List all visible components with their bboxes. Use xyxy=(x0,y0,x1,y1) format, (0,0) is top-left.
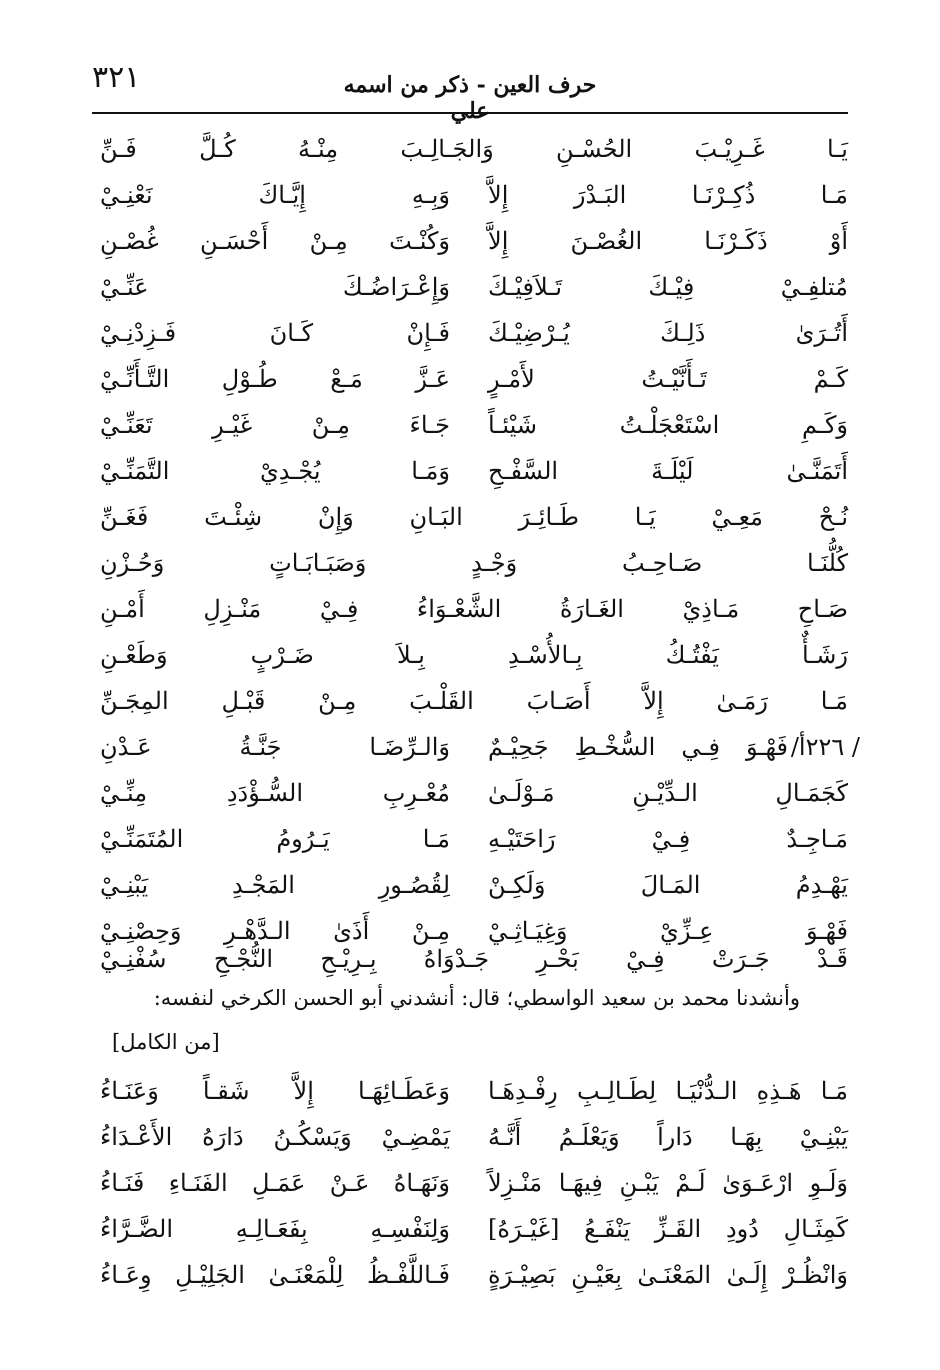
meter-label: [من الكامل] xyxy=(112,1030,220,1054)
verse-second-hemistich: وَالـرِّضَـا جَنَّـةُ عَـدْنِ xyxy=(100,733,450,761)
poem-line: كُلُّنَـا صَـاحِـبُ وَجْـدٍ وَصَبَـابَـاتٍ وَحُـزْنِ xyxy=(100,549,848,577)
header-rule xyxy=(92,112,848,114)
page-number: ٣٢١ xyxy=(92,60,141,95)
attribution-text: وأنشدنا محمد بن سعيد الواسطي؛ قال: أنشدني أبو الحسن الكرخي لنفسه: xyxy=(153,986,800,1010)
verse-first-hemistich: كَجَمَـالِ الـدِّيْـنِ مَـوْلَـىٰ xyxy=(488,779,848,807)
poem-line: قَـدْ جَـرَتْ فِـيْ بَحْـرِ جَـدْوَاهُ بِـرِيْـحِ النُّجْـحِ سُفْنِـيْ xyxy=(100,945,848,973)
poem-line: صَـاحِ مَـاذِيْ الغَـارَةُ الشَّعْـوَاءُ فِـيْ مَنْـزِلِ أَمْـنِ xyxy=(100,595,848,623)
verse-second-hemistich: وَعَطَـائِهَـا إِلاَّ شَقـاً وَعَنَـاءُ xyxy=(100,1077,450,1105)
verse-first-hemistich: كَمِثَـالِ دُودِ القَـزِّ يَنْفَـعُ [غَيْـرَهُ] xyxy=(488,1215,848,1243)
verse-first-hemistich: وَانْظُـرْ إِلَـىٰ المَعْنَـىٰ بِعَيْـنِ بَصِيْـرَةٍ xyxy=(488,1261,848,1289)
verse-second-hemistich: وَلِنَفْسِـهِ بِفَعَـالِـهِ الضَّـرَّاءُ xyxy=(100,1215,450,1243)
verse-first-hemistich: يَهْـدِمُ المَـالَ وَلَكِـنْ xyxy=(488,871,848,899)
verse-second-hemistich: وَنَهَـاهُ عَـنْ عَمَـلِ الفَنَـاءِ فَنَـاءُ xyxy=(100,1169,450,1197)
running-title: حرف العين - ذكر من اسمه علي xyxy=(343,72,597,124)
verse-first-hemistich: مُتلفِـيْ فِيْـكَ تَـلاَفِيْـكَ xyxy=(488,273,848,301)
verse-first-hemistich: يَبْنِـيْ بِهَـا دَاراً وَيَعْلَـمُ أَنَّـهُ xyxy=(488,1123,848,1151)
verse-first-hemistich: فَهْـوَ عِـزِّيْ وَغِيَـاثِـيْ xyxy=(488,917,848,945)
verse-first-hemistich: مَـا ذُكِـرْنَـا البَـدْرَ إِلاَّ xyxy=(488,181,848,209)
verse-second-hemistich: وَكُنْـتَ مِـنْ أَحْسَـنِ غُصْـنِ xyxy=(100,227,450,255)
verse-first-hemistich: أَوْ ذَكَـرْنَـا الغُصْـنَ إِلاَّ xyxy=(488,227,848,255)
verse-second-hemistich: فَـإِنْ كَـانَ فَـزِدْنِـيْ xyxy=(100,319,450,347)
verse-second-hemistich: عَـزَّ مَـعْ طُـوْلِ التَّـأَنِّـيْ xyxy=(100,365,450,393)
verse-second-hemistich: مُعْـرِبِ السُّـؤْدَدِ مِنِّـيْ xyxy=(100,779,450,807)
verse-second-hemistich: فَـاللَّفْـظُ لِلْمَعْنَـىٰ الجَلِيْـلِ وِعَـاءُ xyxy=(100,1261,450,1289)
poem-line: رَشَـأٌ يَفْتُـكُ بِـالأُسْـدِ بِـلاَ ضَـرْبٍ وَطَعْـنِ xyxy=(100,641,848,669)
verse-second-hemistich: يَمْضِـيْ وَيَسْكُـنُ دَارَهُ الأَعْـدَاءُ xyxy=(100,1123,450,1151)
verse-second-hemistich: وَإِعْـرَاضُـكَ عَنِّـيْ xyxy=(100,273,450,301)
verse-second-hemistich: مَـا يَـرُومُ المُتَمَنِّـيْ xyxy=(100,825,450,853)
verse-first-hemistich: فَهْـوَ فِـي السُّخْـطِ جَحِيْـمٌ xyxy=(488,733,788,761)
verse-first-hemistich: وَلَـوِ ارْعَـوَىٰ لَـمْ يَبْـنِ فِيهَـا مَنْـزِلاً xyxy=(488,1169,848,1197)
verse-second-hemistich: وَبِـهِ إِيَّـاكَ نَعْنِـيْ xyxy=(100,181,450,209)
verse-second-hemistich: جَـاءَ مِـنْ غَيْـرِ تَعَنِّـيْ xyxy=(100,411,450,439)
verse-second-hemistich: وَمَـا يُجْـدِيْ التَّمَنِّـيْ xyxy=(100,457,450,485)
poem-line: يَـا غَـرِيْـبَ الحُسْـنِ وَالجَـالِـبَ مِنْـهُ كُـلَّ فَـنِّ xyxy=(100,135,848,163)
verse-first-hemistich: مَـاجِـدٌ فِـيْ رَاحَتَيْـهِ xyxy=(488,825,848,853)
poem-line: مَـا رَمَـىٰ إِلاَّ أَصَـابَ القَلْـبَ مِـنْ قَبْـلِ المِجَـنِّ xyxy=(100,687,848,715)
folio-marker: / ٢٢٦أ/ xyxy=(790,733,860,761)
verse-first-hemistich: أَتَمَنَّـىٰ لَيْلَـةَ السَّفْـحِ xyxy=(488,457,848,485)
verse-first-hemistich: وَكَـمِ اسْتَعْجَلْـتُ شَيْئـاً xyxy=(488,411,848,439)
verse-second-hemistich: لِقُصُـورِ المَجْـدِ يَبْنِـيْ xyxy=(100,871,450,899)
verse-first-hemistich: كَـمْ تَـأَنَّيْـتُ لأَمْـرٍ xyxy=(488,365,848,393)
verse-second-hemistich: مِـنْ أَذَىٰ الـدَّهْـرِ وَحِصْنِـيْ xyxy=(100,917,450,945)
verse-first-hemistich: مَـا هَـذِهِ الـدُّنْيَـا لِطَـالِـبِ رِفْـدِهَـا xyxy=(488,1077,848,1105)
poem-line: نُـحْ مَعِـيْ يَـا طَـائِـرَ البَـانِ وَإِنْ شِئْـتَ فَغَـنِّ xyxy=(100,503,848,531)
verse-first-hemistich: أَتُـرَىٰ ذَلِـكَ يُـرْضِيْـكَ xyxy=(488,319,848,347)
